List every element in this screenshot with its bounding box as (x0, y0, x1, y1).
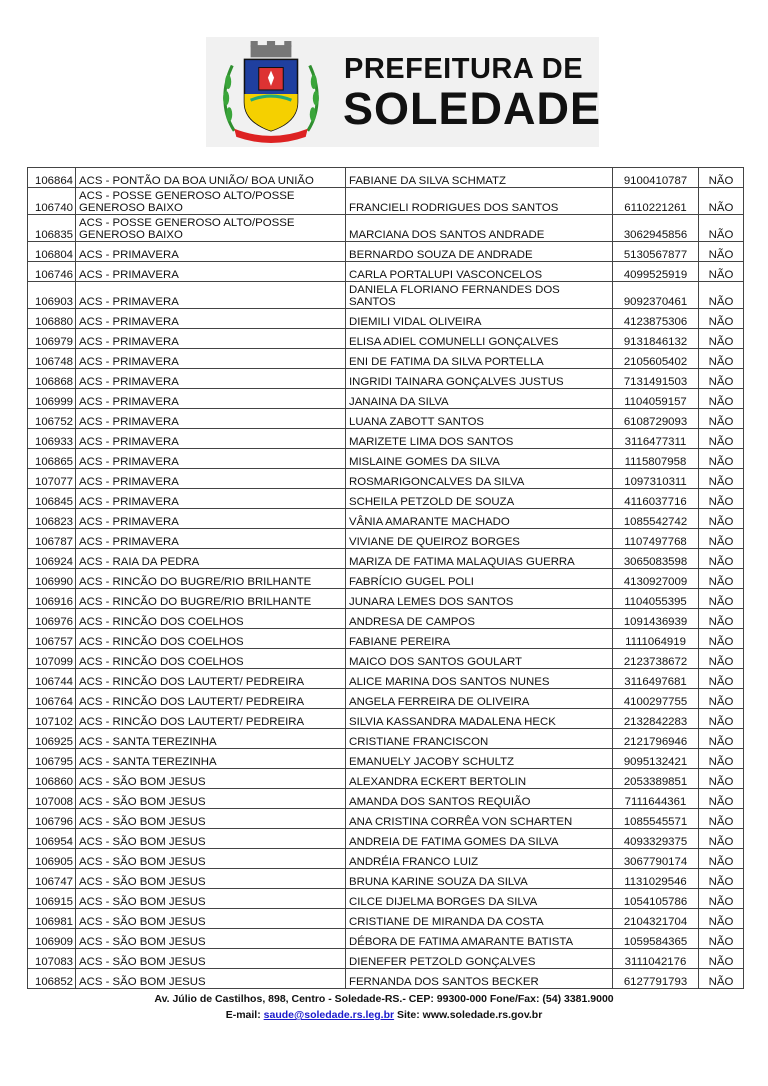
table-row (28, 769, 744, 789)
cell-id: 106979 (28, 329, 76, 349)
cell-area: ACS - PRIMAVERA (76, 509, 346, 529)
cell-area: ACS - SÃO BOM JESUS (76, 869, 346, 889)
cell-status: NÃO (699, 429, 744, 449)
cell-registration: 1085542742 (613, 509, 699, 529)
cell-name: VÂNIA AMARANTE MACHADO (346, 509, 613, 529)
cell-name: SCHEILA PETZOLD DE SOUZA (346, 489, 613, 509)
cell-area: ACS - PRIMAVERA (76, 449, 346, 469)
cell-registration: 3116497681 (613, 669, 699, 689)
staff-table-body (28, 168, 744, 989)
staff-table (27, 167, 744, 989)
cell-status: NÃO (699, 509, 744, 529)
table-row (28, 262, 744, 282)
cell-area: ACS - SÃO BOM JESUS (76, 969, 346, 989)
table-row (28, 869, 744, 889)
cell-id: 106954 (28, 829, 76, 849)
cell-name: SILVIA KASSANDRA MADALENA HECK (346, 709, 613, 729)
cell-name: INGRIDI TAINARA GONÇALVES JUSTUS (346, 369, 613, 389)
logo-title-line2: SOLEDADE (343, 83, 602, 134)
table-row (28, 789, 744, 809)
cell-id: 106747 (28, 869, 76, 889)
cell-registration: 1097310311 (613, 469, 699, 489)
cell-name: ROSMARIGONCALVES DA SILVA (346, 469, 613, 489)
cell-registration: 2053389851 (613, 769, 699, 789)
cell-status: NÃO (699, 409, 744, 429)
cell-area: ACS - SANTA TEREZINHA (76, 749, 346, 769)
cell-name: ANA CRISTINA CORRÊA VON SCHARTEN (346, 809, 613, 829)
cell-id: 106990 (28, 569, 76, 589)
cell-registration: 1104055395 (613, 589, 699, 609)
cell-registration: 1054105786 (613, 889, 699, 909)
cell-name: CILCE DIJELMA BORGES DA SILVA (346, 889, 613, 909)
cell-status: NÃO (699, 889, 744, 909)
cell-name: ANGELA FERREIRA DE OLIVEIRA (346, 689, 613, 709)
cell-name: EMANUELY JACOBY SCHULTZ (346, 749, 613, 769)
cell-area: ACS - PRIMAVERA (76, 242, 346, 262)
cell-area: ACS - SÃO BOM JESUS (76, 769, 346, 789)
cell-id: 106905 (28, 849, 76, 869)
cell-status: NÃO (699, 609, 744, 629)
cell-registration: 6108729093 (613, 409, 699, 429)
cell-name: FABIANE DA SILVA SCHMATZ (346, 168, 613, 188)
table-row (28, 549, 744, 569)
cell-area: ACS - PONTÃO DA BOA UNIÃO/ BOA UNIÃO (76, 168, 346, 188)
cell-id: 106752 (28, 409, 76, 429)
cell-id: 106845 (28, 489, 76, 509)
cell-id: 106852 (28, 969, 76, 989)
cell-name: LUANA ZABOTT SANTOS (346, 409, 613, 429)
footer-email-link[interactable]: saude@soledade.rs.leg.br (263, 1009, 395, 1021)
table-row (28, 929, 744, 949)
cell-status: NÃO (699, 649, 744, 669)
table-row (28, 529, 744, 549)
cell-area: ACS - SÃO BOM JESUS (76, 829, 346, 849)
cell-registration: 7111644361 (613, 789, 699, 809)
cell-status: NÃO (699, 489, 744, 509)
cell-status: NÃO (699, 549, 744, 569)
cell-id: 106903 (28, 282, 76, 309)
cell-id: 106796 (28, 809, 76, 829)
cell-area: ACS - RINCÃO DOS LAUTERT/ PEDREIRA (76, 689, 346, 709)
cell-name: ANDRESA DE CAMPOS (346, 609, 613, 629)
cell-name: FABRÍCIO GUGEL POLI (346, 569, 613, 589)
footer-site: Site: www.soledade.rs.gov.br (394, 1009, 543, 1021)
cell-area: ACS - RINCÃO DO BUGRE/RIO BRILHANTE (76, 589, 346, 609)
cell-area: ACS - SÃO BOM JESUS (76, 889, 346, 909)
cell-area: ACS - PRIMAVERA (76, 489, 346, 509)
cell-area: ACS - SÃO BOM JESUS (76, 909, 346, 929)
cell-status: NÃO (699, 242, 744, 262)
cell-id: 106868 (28, 369, 76, 389)
cell-area: ACS - SÃO BOM JESUS (76, 789, 346, 809)
cell-id: 106976 (28, 609, 76, 629)
cell-registration: 3111042176 (613, 949, 699, 969)
cell-id: 107008 (28, 789, 76, 809)
cell-name: DIEMILI VIDAL OLIVEIRA (346, 309, 613, 329)
table-row (28, 709, 744, 729)
cell-id: 106823 (28, 509, 76, 529)
cell-registration: 1059584365 (613, 929, 699, 949)
cell-status: NÃO (699, 949, 744, 969)
cell-registration: 6110221261 (613, 188, 699, 215)
cell-id: 106981 (28, 909, 76, 929)
cell-name: MARCIANA DOS SANTOS ANDRADE (346, 215, 613, 242)
table-row (28, 489, 744, 509)
footer-contact (0, 1009, 768, 1021)
cell-name: ALICE MARINA DOS SANTOS NUNES (346, 669, 613, 689)
table-row (28, 168, 744, 188)
cell-area: ACS - RINCÃO DOS LAUTERT/ PEDREIRA (76, 709, 346, 729)
table-row (28, 329, 744, 349)
cell-status: NÃO (699, 529, 744, 549)
cell-status: NÃO (699, 709, 744, 729)
cell-registration: 2123738672 (613, 649, 699, 669)
cell-registration: 3116477311 (613, 429, 699, 449)
cell-registration: 1104059157 (613, 389, 699, 409)
cell-status: NÃO (699, 729, 744, 749)
cell-status: NÃO (699, 589, 744, 609)
cell-registration: 1131029546 (613, 869, 699, 889)
cell-id: 106757 (28, 629, 76, 649)
cell-area: ACS - SANTA TEREZINHA (76, 729, 346, 749)
cell-name: FRANCIELI RODRIGUES DOS SANTOS (346, 188, 613, 215)
cell-registration: 1091436939 (613, 609, 699, 629)
table-row (28, 729, 744, 749)
cell-name: ENI DE FATIMA DA SILVA PORTELLA (346, 349, 613, 369)
cell-name: JUNARA LEMES DOS SANTOS (346, 589, 613, 609)
table-row (28, 749, 744, 769)
cell-registration: 9131846132 (613, 329, 699, 349)
cell-registration: 4116037716 (613, 489, 699, 509)
cell-status: NÃO (699, 829, 744, 849)
table-row (28, 429, 744, 449)
table-row (28, 909, 744, 929)
cell-status: NÃO (699, 369, 744, 389)
cell-area: ACS - PRIMAVERA (76, 282, 346, 309)
cell-registration: 1107497768 (613, 529, 699, 549)
cell-area: ACS - SÃO BOM JESUS (76, 809, 346, 829)
cell-status: NÃO (699, 282, 744, 309)
table-row (28, 809, 744, 829)
cell-status: NÃO (699, 215, 744, 242)
cell-status: NÃO (699, 329, 744, 349)
table-row (28, 409, 744, 429)
cell-name: CRISTIANE DE MIRANDA DA COSTA (346, 909, 613, 929)
cell-status: NÃO (699, 349, 744, 369)
cell-id: 106933 (28, 429, 76, 449)
cell-id: 106835 (28, 215, 76, 242)
cell-area: ACS - SÃO BOM JESUS (76, 949, 346, 969)
cell-area: ACS - PRIMAVERA (76, 349, 346, 369)
table-row (28, 282, 744, 309)
table-row (28, 188, 744, 215)
cell-id: 107102 (28, 709, 76, 729)
table-row (28, 569, 744, 589)
cell-area: ACS - PRIMAVERA (76, 329, 346, 349)
cell-area: ACS - PRIMAVERA (76, 429, 346, 449)
cell-area: ACS - PRIMAVERA (76, 309, 346, 329)
table-row (28, 689, 744, 709)
cell-registration: 9092370461 (613, 282, 699, 309)
cell-name: AMANDA DOS SANTOS REQUIÃO (346, 789, 613, 809)
cell-status: NÃO (699, 569, 744, 589)
cell-registration: 3065083598 (613, 549, 699, 569)
cell-name: MARIZETE LIMA DOS SANTOS (346, 429, 613, 449)
cell-status: NÃO (699, 929, 744, 949)
cell-area: ACS - PRIMAVERA (76, 262, 346, 282)
cell-area: ACS - PRIMAVERA (76, 469, 346, 489)
table-row (28, 969, 744, 989)
cell-registration: 9100410787 (613, 168, 699, 188)
cell-name: FERNANDA DOS SANTOS BECKER (346, 969, 613, 989)
cell-name: BRUNA KARINE SOUZA DA SILVA (346, 869, 613, 889)
cell-status: NÃO (699, 969, 744, 989)
cell-status: NÃO (699, 669, 744, 689)
cell-area: ACS - POSSE GENEROSO ALTO/POSSE GENEROSO BAIXO (76, 188, 346, 215)
cell-name: MISLAINE GOMES DA SILVA (346, 449, 613, 469)
cell-registration: 6127791793 (613, 969, 699, 989)
cell-status: NÃO (699, 309, 744, 329)
cell-area: ACS - SÃO BOM JESUS (76, 929, 346, 949)
cell-id: 106924 (28, 549, 76, 569)
municipal-crest-icon (220, 41, 322, 143)
cell-name: ANDREIA DE FATIMA GOMES DA SILVA (346, 829, 613, 849)
cell-id: 106744 (28, 669, 76, 689)
cell-id: 106795 (28, 749, 76, 769)
cell-status: NÃO (699, 809, 744, 829)
cell-name: MARIZA DE FATIMA MALAQUIAS GUERRA (346, 549, 613, 569)
cell-area: ACS - RINCÃO DOS COELHOS (76, 609, 346, 629)
cell-id: 106746 (28, 262, 76, 282)
cell-registration: 2104321704 (613, 909, 699, 929)
cell-area: ACS - PRIMAVERA (76, 529, 346, 549)
cell-name: CARLA PORTALUPI VASCONCELOS (346, 262, 613, 282)
cell-status: NÃO (699, 689, 744, 709)
cell-status: NÃO (699, 389, 744, 409)
cell-id: 106916 (28, 589, 76, 609)
cell-name: CRISTIANE FRANCISCON (346, 729, 613, 749)
table-row (28, 849, 744, 869)
cell-area: ACS - RINCÃO DO BUGRE/RIO BRILHANTE (76, 569, 346, 589)
table-row (28, 949, 744, 969)
cell-id: 106909 (28, 929, 76, 949)
cell-area: ACS - RINCÃO DOS COELHOS (76, 629, 346, 649)
cell-name: BERNARDO SOUZA DE ANDRADE (346, 242, 613, 262)
logo-title-line1: PREFEITURA DE (344, 53, 584, 85)
cell-registration: 4099525919 (613, 262, 699, 282)
cell-id: 106787 (28, 529, 76, 549)
cell-registration: 7131491503 (613, 369, 699, 389)
table-row (28, 649, 744, 669)
cell-name: VIVIANE DE QUEIROZ BORGES (346, 529, 613, 549)
cell-registration: 4100297755 (613, 689, 699, 709)
cell-area: ACS - RAIA DA PEDRA (76, 549, 346, 569)
cell-status: NÃO (699, 749, 744, 769)
cell-id: 106865 (28, 449, 76, 469)
footer-address: Av. Júlio de Castilhos, 898, Centro - Soledade-RS.- CEP: 99300-000 Fone/Fax: (54) 3381.9000 (154, 993, 614, 1005)
table-row (28, 389, 744, 409)
cell-id: 107077 (28, 469, 76, 489)
cell-name: DÉBORA DE FATIMA AMARANTE BATISTA (346, 929, 613, 949)
cell-name: DANIELA FLORIANO FERNANDES DOS SANTOS (346, 282, 613, 309)
table-row (28, 309, 744, 329)
table-row (28, 829, 744, 849)
cell-name: JANAINA DA SILVA (346, 389, 613, 409)
cell-status: NÃO (699, 849, 744, 869)
cell-registration: 1115807958 (613, 449, 699, 469)
table-row (28, 449, 744, 469)
cell-status: NÃO (699, 629, 744, 649)
cell-area: ACS - PRIMAVERA (76, 409, 346, 429)
cell-id: 106804 (28, 242, 76, 262)
cell-registration: 2121796946 (613, 729, 699, 749)
cell-name: ELISA ADIEL COMUNELLI GONÇALVES (346, 329, 613, 349)
cell-registration: 4123875306 (613, 309, 699, 329)
cell-registration: 1085545571 (613, 809, 699, 829)
cell-status: NÃO (699, 188, 744, 215)
table-row (28, 469, 744, 489)
cell-registration: 2132842283 (613, 709, 699, 729)
table-row (28, 242, 744, 262)
cell-status: NÃO (699, 168, 744, 188)
cell-name: MAICO DOS SANTOS GOULART (346, 649, 613, 669)
cell-area: ACS - PRIMAVERA (76, 369, 346, 389)
cell-status: NÃO (699, 869, 744, 889)
table-row (28, 369, 744, 389)
cell-status: NÃO (699, 789, 744, 809)
header-logo (206, 37, 602, 147)
cell-id: 106860 (28, 769, 76, 789)
cell-registration: 4130927009 (613, 569, 699, 589)
cell-status: NÃO (699, 469, 744, 489)
table-row (28, 509, 744, 529)
cell-id: 106748 (28, 349, 76, 369)
table-row (28, 669, 744, 689)
cell-area: ACS - RINCÃO DOS COELHOS (76, 649, 346, 669)
cell-id: 106925 (28, 729, 76, 749)
cell-registration: 9095132421 (613, 749, 699, 769)
cell-registration: 5130567877 (613, 242, 699, 262)
cell-registration: 3067790174 (613, 849, 699, 869)
cell-registration: 1111064919 (613, 629, 699, 649)
cell-name: DIENEFER PETZOLD GONÇALVES (346, 949, 613, 969)
cell-status: NÃO (699, 769, 744, 789)
cell-registration: 4093329375 (613, 829, 699, 849)
cell-id: 106764 (28, 689, 76, 709)
cell-name: FABIANE PEREIRA (346, 629, 613, 649)
cell-status: NÃO (699, 262, 744, 282)
table-row (28, 349, 744, 369)
cell-id: 106740 (28, 188, 76, 215)
table-row (28, 589, 744, 609)
table-row (28, 609, 744, 629)
cell-registration: 3062945856 (613, 215, 699, 242)
cell-name: ANDRÉIA FRANCO LUIZ (346, 849, 613, 869)
cell-status: NÃO (699, 909, 744, 929)
table-row (28, 629, 744, 649)
cell-id: 106999 (28, 389, 76, 409)
cell-id: 106880 (28, 309, 76, 329)
cell-area: ACS - RINCÃO DOS LAUTERT/ PEDREIRA (76, 669, 346, 689)
table-row (28, 889, 744, 909)
cell-id: 106864 (28, 168, 76, 188)
cell-area: ACS - POSSE GENEROSO ALTO/POSSE GENEROSO BAIXO (76, 215, 346, 242)
cell-status: NÃO (699, 449, 744, 469)
cell-area: ACS - SÃO BOM JESUS (76, 849, 346, 869)
footer-email-label: E-mail: (225, 1009, 264, 1021)
cell-area: ACS - PRIMAVERA (76, 389, 346, 409)
cell-id: 107099 (28, 649, 76, 669)
cell-id: 107083 (28, 949, 76, 969)
cell-registration: 2105605402 (613, 349, 699, 369)
cell-name: ALEXANDRA ECKERT BERTOLIN (346, 769, 613, 789)
table-row (28, 215, 744, 242)
cell-id: 106915 (28, 889, 76, 909)
